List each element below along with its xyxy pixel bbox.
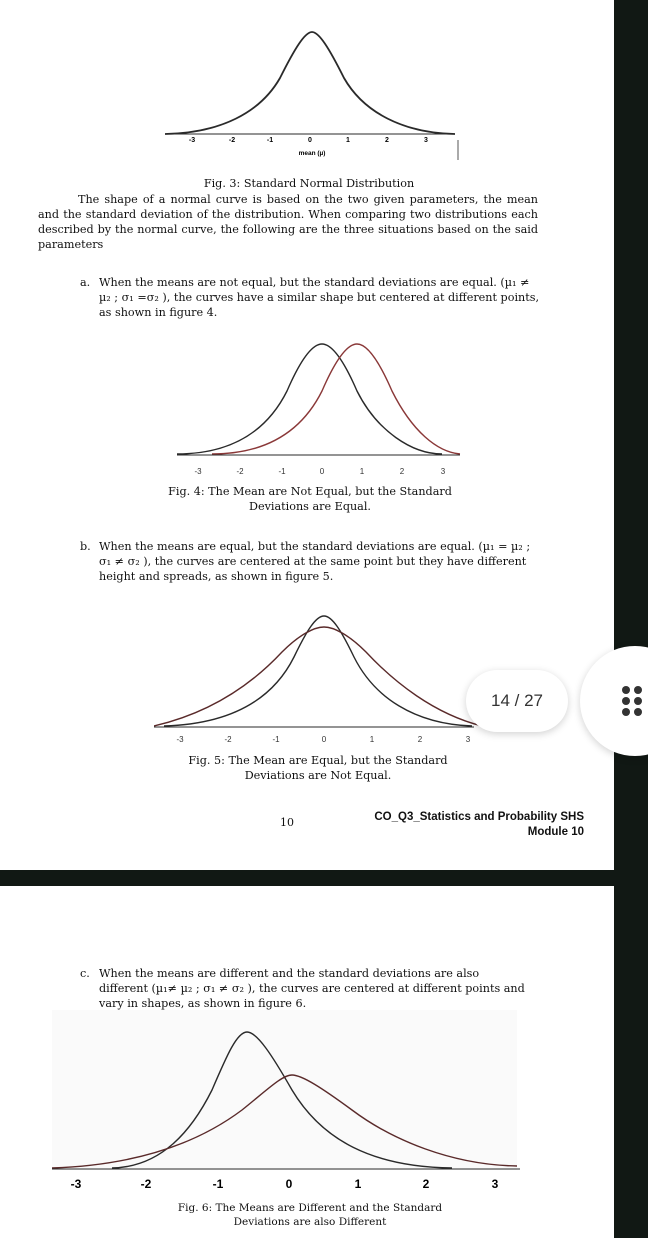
fig5-tick-label: 1 [369,735,375,744]
document-page-11 [0,886,614,1238]
fig4-caption-line2: Deviations are Equal. [248,500,371,513]
module-title [300,810,584,840]
item-b-text: When the means are equal, but the standard deviations are equal. (µ₁ = µ₂ ; σ₁ ≠ σ₂ ), the curves are centered at the same point but they have different height and spreads, as shown in figure 5. [99,540,531,583]
fig3-tick-label: 2 [385,137,389,144]
fig6-tick-label: -2 [140,1177,152,1191]
viewer-gutter [614,0,648,1238]
item-c-text: When the means are different and the standard deviations are also different (µ₁≠ µ₂ ; σ₁ ≠ σ₂ ), the curves are centered at different points and vary in shapes, as shown in figure 6. [99,967,525,1010]
fig5-tick-label: 0 [321,735,327,744]
figure-4-means-not-equal [172,336,462,484]
fig5-curve-wide [154,627,482,726]
item-c-marker: c. [80,967,90,980]
item-a-marker: a. [80,276,91,289]
fig3-axis-label: mean (µ) [298,150,326,157]
page-number: 10 [280,816,294,829]
fig6-tick-label: -1 [212,1177,224,1191]
fig5-tick-label: 3 [465,735,471,744]
intro-paragraph-text: The shape of a normal curve is based on the two given parameters, the mean and the standard deviation of the distribution. When comparing two distributions each described by the normal curve, the following are the three situations based on the said parameters [38,193,538,251]
fig6-tick-label: 1 [354,1177,362,1191]
fig6-tick-label: -3 [70,1177,82,1191]
fig5-tick-label: -3 [176,735,184,744]
fig3-tick-label: 3 [424,137,428,144]
page-indicator [466,670,568,732]
fig5-curve-tall [164,616,472,726]
item-b-marker: b. [80,540,91,553]
fig6-caption-line1: Fig. 6: The Means are Different and the Standard [177,1202,443,1214]
fig5-caption-line1: Fig. 5: The Mean are Equal, but the Standard [188,754,448,767]
fig4-tick-label: 0 [319,467,325,476]
fig3-tick-label: 0 [308,137,312,144]
figure-3-standard-normal [150,18,470,168]
fig4-curve-left [177,344,442,454]
fig3-tick-label: -2 [228,137,236,144]
module-title-line1: CO_Q3_Statistics and Probability SHS [374,811,584,823]
fig4-tick-label: 2 [399,467,405,476]
fig4-tick-label: -1 [278,467,286,476]
fig6-background [52,1010,517,1170]
fig4-tick-label: -2 [236,467,244,476]
fig3-caption: Fig. 3: Standard Normal Distribution [203,177,415,190]
fig4-curve-right [212,344,460,454]
fig5-tick-label: 2 [417,735,423,744]
fig5-tick-label: -2 [224,735,232,744]
fig3-tick-label: 1 [346,137,350,144]
fig5-caption-line2: Deviations are Not Equal. [244,769,392,782]
fig6-tick-label: 3 [491,1177,499,1191]
fig6-tick-label: 0 [285,1177,293,1191]
fig5-tick-label: -1 [272,735,280,744]
fig4-tick-label: 1 [359,467,365,476]
fig4-caption-line1: Fig. 4: The Mean are Not Equal, but the Standard [168,485,452,498]
more-dots-icon [620,686,648,716]
intro-paragraph [38,192,538,252]
fig3-normal-curve [165,32,455,134]
page-indicator-text: 14 / 27 [491,691,543,710]
fig3-tick-label: -3 [188,137,196,144]
fig6-caption-line2: Deviations are also Different [233,1216,387,1228]
item-a-text: When the means are not equal, but the standard deviations are equal. (µ₁ ≠ µ₂ ; σ₁ =σ₂ ), the curves have a similar shape but centered at different points, as shown in figure 4. [99,276,540,319]
module-title-line2: Module 10 [527,826,584,838]
fig6-tick-label: 2 [422,1177,430,1191]
fig4-tick-label: 3 [440,467,446,476]
figure-5-means-equal [154,602,484,748]
fig4-tick-label: -3 [194,467,202,476]
figure-6-means-and-sd-different [52,1010,522,1198]
fig3-tick-label: -1 [266,137,274,144]
